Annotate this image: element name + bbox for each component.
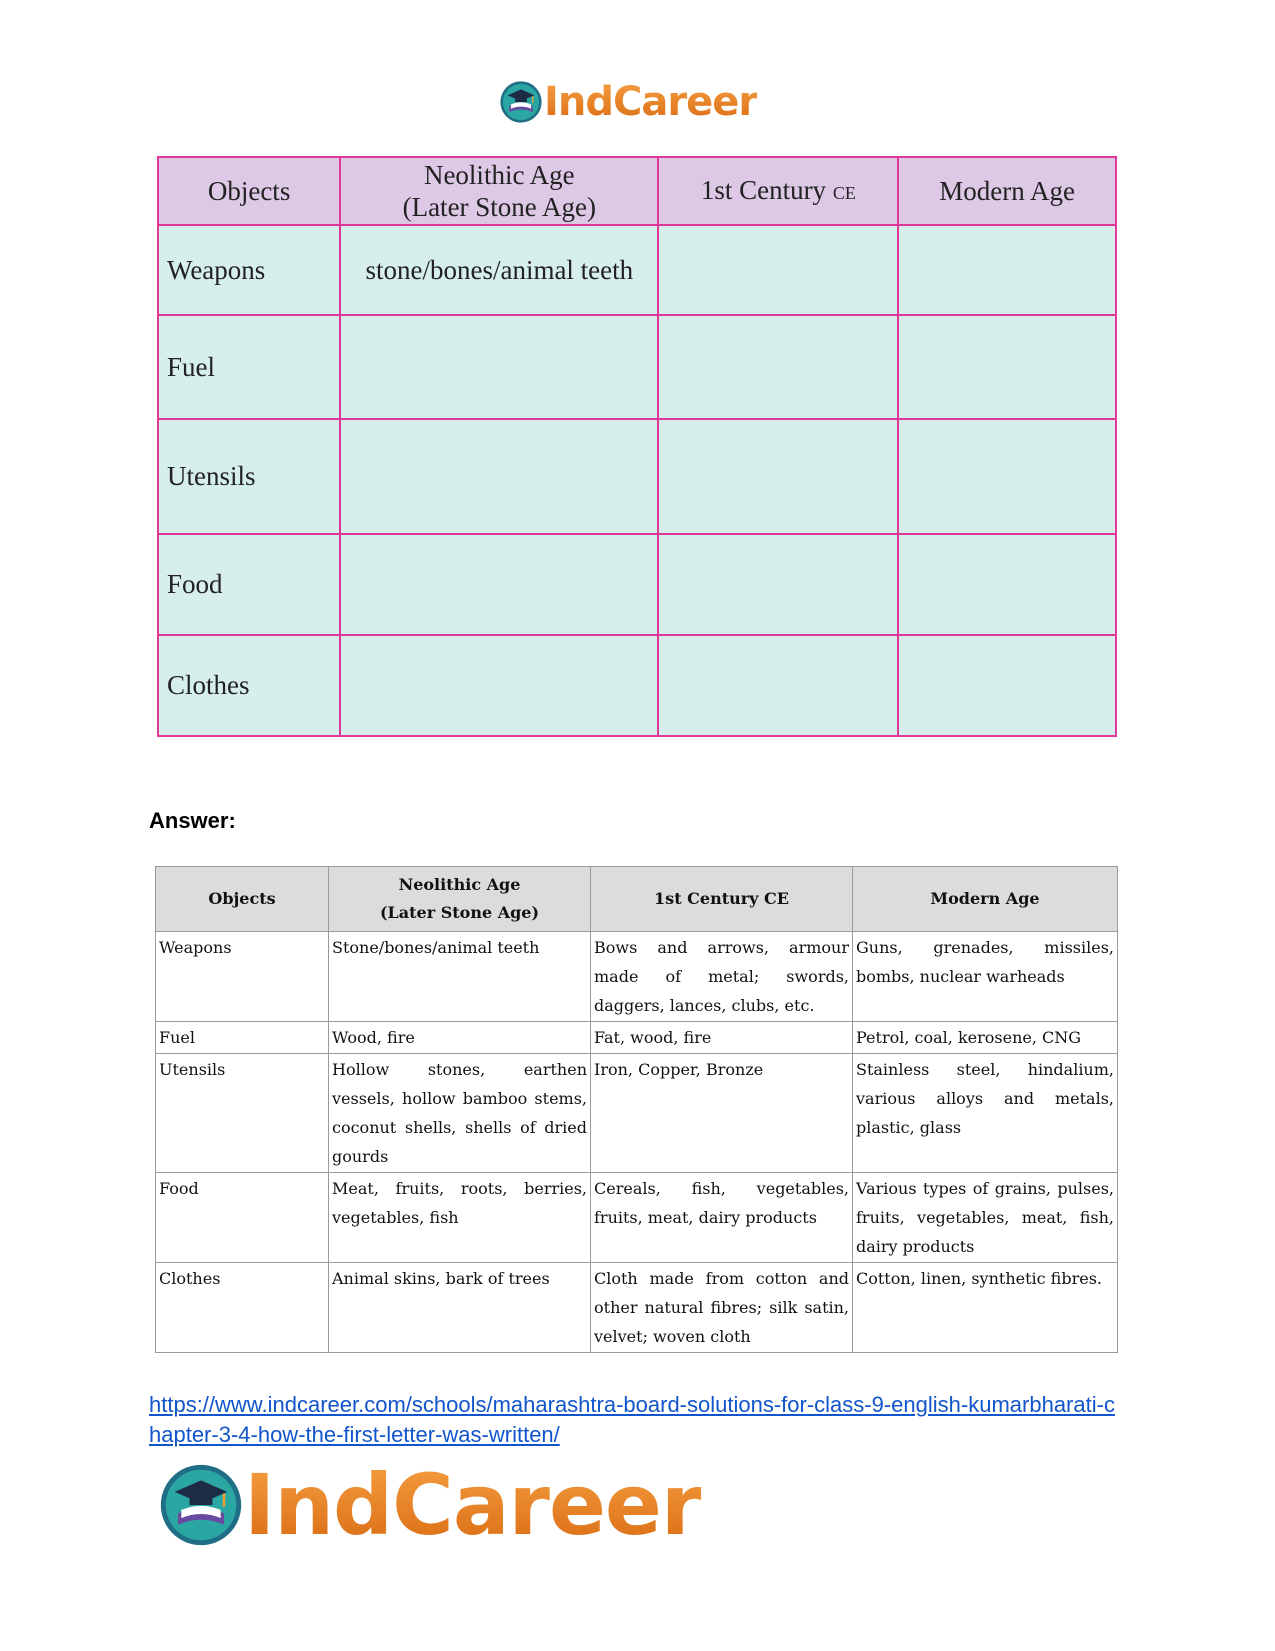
header-first-century [658,157,898,225]
neolithic-cell: Stone/bones/animal teeth [329,932,591,1022]
header-modern-age: Modern Age [898,157,1116,225]
header-neolithic-subtitle: (Later Stone Age) [402,192,597,222]
modern-cell: Guns, grenades, missiles, bombs, nuclear warheads [853,932,1118,1022]
modern-cell [898,534,1116,635]
indcareer-logo-top [500,78,757,126]
header-neolithic-age [329,867,591,932]
object-cell: Weapons [158,225,340,315]
table-row [156,1173,1118,1263]
first-century-cell [658,635,898,736]
neolithic-cell: Wood, fire [329,1022,591,1054]
graduation-cap-book-icon [500,81,542,123]
table-row [158,419,1116,534]
object-cell: Food [158,534,340,635]
header-objects: Objects [158,157,340,225]
first-century-cell [658,315,898,419]
header-first-century-label: 1st Century [700,174,827,205]
object-cell: Utensils [158,419,340,534]
first-century-cell: Bows and arrows, armour made of metal; swords, daggers, lances, clubs, etc. [591,932,853,1022]
header-objects: Objects [156,867,329,932]
first-century-cell [658,419,898,534]
table-row [158,534,1116,635]
source-link[interactable]: https://www.indcareer.com/schools/maharashtra-board-solutions-for-class-9-english-kumarbharati-chapter-3-4-how-the-first-letter-was-written/ [149,1392,1115,1447]
modern-cell [898,315,1116,419]
neolithic-cell: Meat, fruits, roots, berries, vegetables, fish [329,1173,591,1263]
object-cell: Clothes [158,635,340,736]
object-cell: Weapons [156,932,329,1022]
neolithic-cell: Animal skins, bark of trees [329,1263,591,1353]
graduation-cap-book-icon [160,1464,242,1546]
answer-table [155,866,1118,1353]
object-cell: Food [156,1173,329,1263]
first-century-cell: Fat, wood, fire [591,1022,853,1054]
header-first-century: 1st Century CE [591,867,853,932]
modern-cell [898,419,1116,534]
object-cell: Utensils [156,1054,329,1173]
answer-header-row [156,867,1118,932]
object-cell: Clothes [156,1263,329,1353]
neolithic-cell [340,315,658,419]
header-neolithic-age [340,157,658,225]
modern-cell: Various types of grains, pulses, fruits, vegetables, meat, fish, dairy products [853,1173,1118,1263]
header-neolithic-title: Neolithic Age [398,875,521,894]
table-row [158,315,1116,419]
first-century-cell: Cloth made from cotton and other natural fibres; silk satin, velvet; woven cloth [591,1263,853,1353]
neolithic-cell [340,635,658,736]
neolithic-cell [340,534,658,635]
modern-cell [898,225,1116,315]
table-row [156,1263,1118,1353]
table-row [158,225,1116,315]
table-row [156,1054,1118,1173]
neolithic-cell: Hollow stones, earthen vessels, hollow bamboo stems, coconut shells, shells of dried gourds [329,1054,591,1173]
question-header-row [158,157,1116,225]
modern-cell: Stainless steel, hindalium, various alloys and metals, plastic, glass [853,1054,1118,1173]
header-neolithic-title: Neolithic Age [423,160,575,190]
table-row [158,635,1116,736]
logo-wordmark: IndCareer [244,1456,702,1554]
header-modern-age: Modern Age [853,867,1118,932]
indcareer-logo-bottom [160,1456,702,1554]
neolithic-cell: stone/bones/animal teeth [340,225,658,315]
table-row [156,932,1118,1022]
object-cell: Fuel [156,1022,329,1054]
first-century-cell: Iron, Copper, Bronze [591,1054,853,1173]
first-century-cell [658,225,898,315]
header-neolithic-subtitle: (Later Stone Age) [379,903,540,922]
table-row [156,1022,1118,1054]
logo-wordmark: IndCareer [544,79,758,125]
object-cell: Fuel [158,315,340,419]
first-century-cell [658,534,898,635]
modern-cell [898,635,1116,736]
header-ce-label: CE [832,182,856,203]
first-century-cell: Cereals, fish, vegetables, fruits, meat, dairy products [591,1173,853,1263]
neolithic-cell [340,419,658,534]
modern-cell: Petrol, coal, kerosene, CNG [853,1022,1118,1054]
answer-heading: Answer: [149,808,236,833]
modern-cell: Cotton, linen, synthetic fibres. [853,1263,1118,1353]
question-table [157,156,1117,737]
